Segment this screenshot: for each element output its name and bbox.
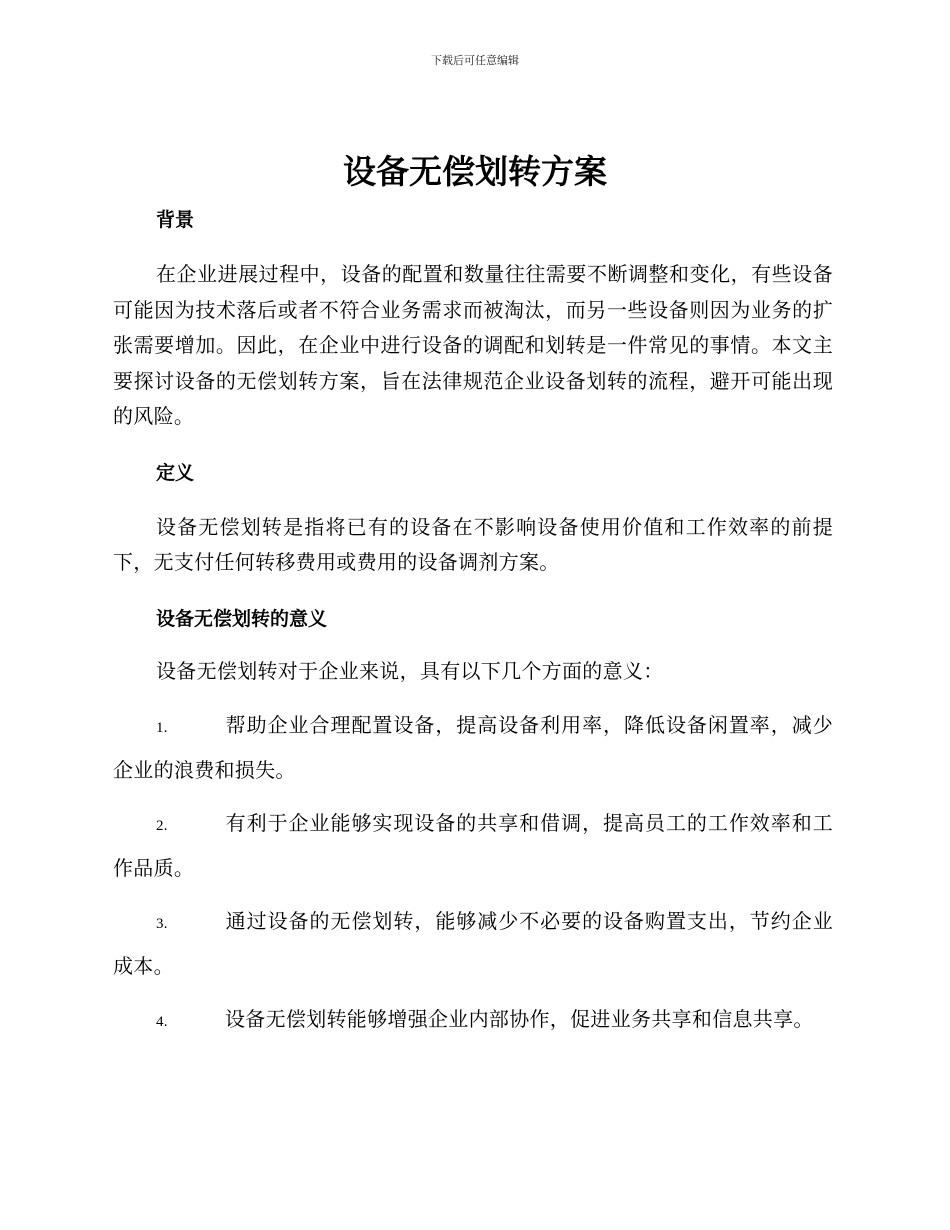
list-item-text: 帮助企业合理配置设备，提高设备利用率，降低设备闲置率，减少企业的浪费和损失。 — [113, 713, 833, 782]
document-title: 设备无偿划转方案 — [343, 152, 607, 191]
header-note: 下载后可任意编辑 — [431, 54, 519, 67]
significance-intro: 设备无偿划转对于企业来说，具有以下几个方面的意义： — [156, 658, 664, 683]
list-item-text: 通过设备的无偿划转，能够减少不必要的设备购置支出，节约企业成本。 — [113, 909, 833, 978]
list-item — [113, 998, 833, 1043]
section-heading-significance: 设备无偿划转的意义 — [156, 607, 328, 630]
list-item-number: 4. — [156, 1014, 168, 1030]
list-item-number: 1. — [156, 720, 168, 736]
section-heading-background: 背景 — [156, 209, 195, 231]
list-item-text: 有利于企业能够实现设备的共享和借调，提高员工的工作效率和工作品质。 — [113, 811, 833, 880]
list-item-text: 设备无偿划转能够增强企业内部协作，促进业务共享和信息共享。 — [225, 1007, 814, 1031]
background-paragraph: 在企业进展过程中，设备的配置和数量往往需要不断调整和变化，有些设备可能因为技术落后或者不符合业务需求而被淘汰，而另一些设备则因为业务的扩张需要增加。因此，在企业中进行设备的调配和划转是一件常见的事情。本文主要探讨设备的无偿划转方案，旨在法律规范企业设备划转的流程，避开可能出现的风险。 — [113, 262, 833, 428]
section-heading-definition: 定义 — [156, 461, 195, 484]
list-item-number: 2. — [156, 818, 168, 834]
definition-paragraph: 设备无偿划转是指将已有的设备在不影响设备使用价值和工作效率的前提下，无支付任何转移费用或费用的设备调剂方案。 — [113, 514, 833, 574]
document-body — [113, 204, 833, 1043]
significance-list — [113, 704, 833, 1043]
list-item-number: 3. — [156, 916, 168, 932]
list-item — [113, 704, 833, 791]
list-item — [113, 900, 833, 987]
list-item — [113, 802, 833, 889]
